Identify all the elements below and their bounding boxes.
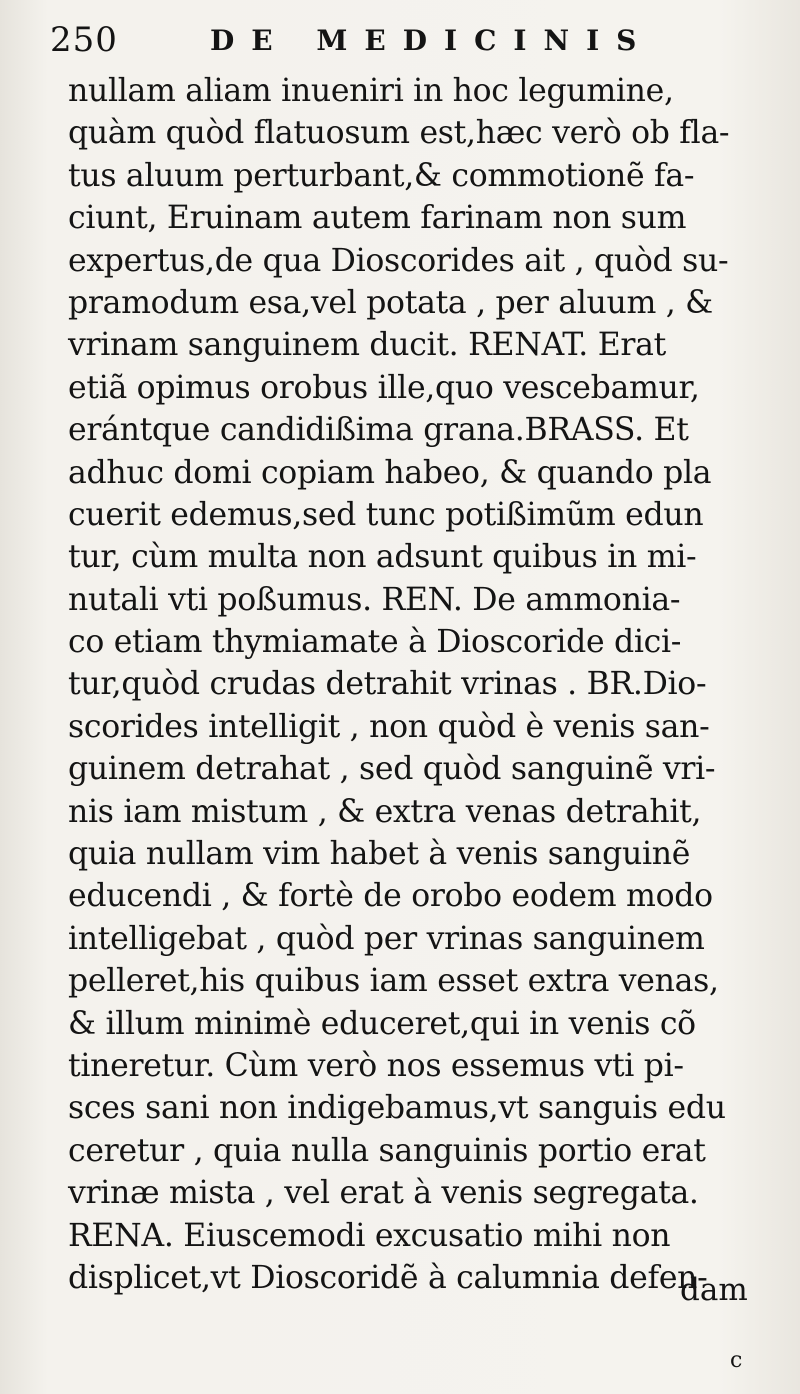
text-line: intelligebat , quòd per vrinas sanguinem xyxy=(68,920,705,957)
running-title: DE MEDICINIS xyxy=(210,24,654,57)
text-line: erántque candidißima grana.BRASS. Et xyxy=(68,412,689,449)
text-line: nis iam mistum , & extra venas detrahit, xyxy=(68,793,702,830)
text-line: cuerit edemus,sed tunc potißimũm edun xyxy=(68,496,704,533)
text-line: tus aluum perturbant,& commotionẽ fa- xyxy=(68,157,695,194)
text-line: nutali vti poßumus. REN. De ammonia- xyxy=(68,581,681,618)
page-number: 250 xyxy=(50,20,118,60)
body-text xyxy=(68,70,768,1299)
text-line: RENA. Eiuscemodi excusatio mihi non xyxy=(68,1217,671,1254)
text-line: educendi , & fortè de orobo eodem modo xyxy=(68,878,713,915)
text-line: pramodum esa,vel potata , per aluum , & xyxy=(68,284,713,321)
text-line: adhuc domi copiam habeo, & quando pla xyxy=(68,454,712,491)
text-line: quia nullam vim habet à venis sanguinẽ xyxy=(68,836,691,873)
text-line: sces sani non indigebamus,vt sanguis edu xyxy=(68,1090,726,1127)
page-header xyxy=(50,20,750,64)
text-line: scorides intelligit , non quòd è venis san- xyxy=(68,708,710,745)
text-line: co etiam thymiamate à Dioscoride dici- xyxy=(68,624,682,661)
text-line: displicet,vt Dioscoridẽ à calumnia defen- xyxy=(68,1259,708,1296)
text-line: ciunt, Eruinam autem farinam non sum xyxy=(68,200,687,237)
signature-mark: c xyxy=(730,1348,743,1373)
text-line: tur, cùm multa non adsunt quibus in mi- xyxy=(68,539,697,576)
text-line: quàm quòd flatuosum est,hæc verò ob fla- xyxy=(68,115,730,152)
catchword: dam xyxy=(680,1272,748,1308)
text-line: vrinam sanguinem ducit. RENAT. Erat xyxy=(68,327,666,364)
text-line: vrinæ mista , vel erat à venis segregata. xyxy=(68,1175,699,1212)
text-line: nullam aliam inueniri in hoc legumine, xyxy=(68,73,674,109)
text-line: & illum minimè educeret,qui in venis cõ xyxy=(68,1005,696,1042)
text-line: tur,quòd crudas detrahit vrinas . BR.Dio- xyxy=(68,666,707,703)
text-line: ceretur , quia nulla sanguinis portio erat xyxy=(68,1132,706,1169)
text-line: etiã opimus orobus ille,quo vescebamur, xyxy=(68,369,700,406)
text-line: pelleret,his quibus iam esset extra venas, xyxy=(68,963,719,1000)
text-line: tineretur. Cùm verò nos essemus vti pi- xyxy=(68,1047,684,1084)
text-line: expertus,de qua Dioscorides ait , quòd su- xyxy=(68,242,729,279)
text-line: guinem detrahat , sed quòd sanguinẽ vri- xyxy=(68,751,716,788)
